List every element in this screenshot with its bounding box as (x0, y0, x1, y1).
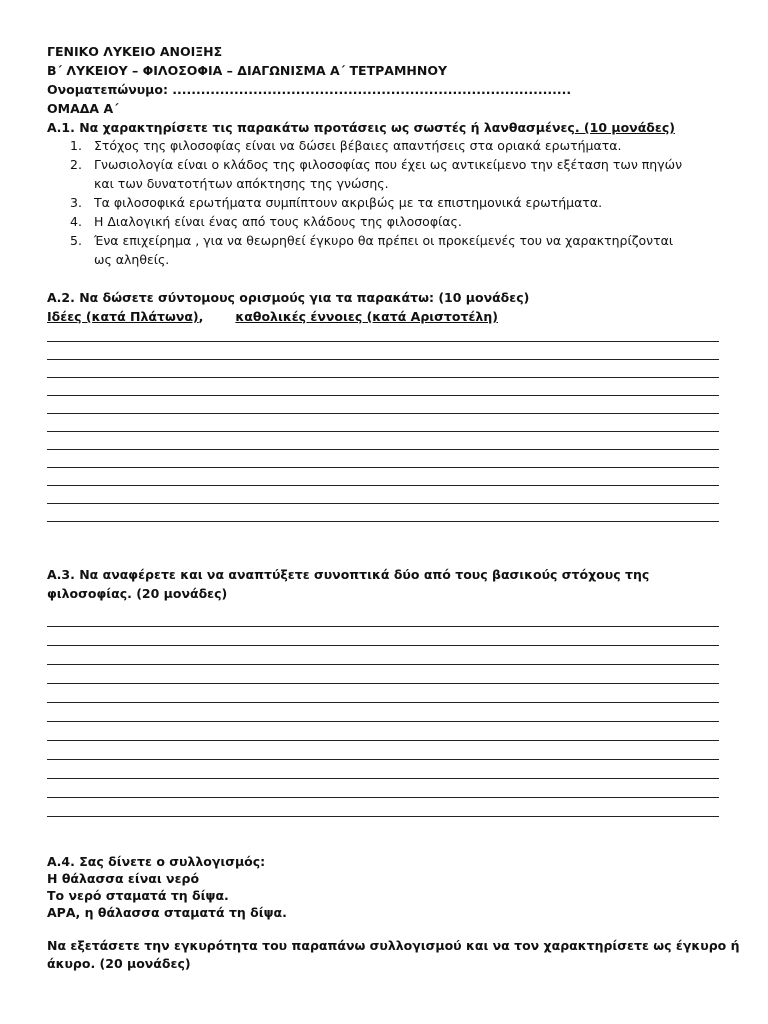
statement-number: 5. (70, 233, 82, 248)
term-universal-concepts: καθολικές έννοιες (κατά Αριστοτέλη) (235, 309, 498, 324)
answer-line (47, 740, 719, 741)
syllogism-premise-1: Η θάλασσα είναι νερό (47, 871, 200, 886)
answer-line (47, 759, 719, 760)
question-a2-terms (47, 308, 498, 326)
statement-2 (70, 156, 682, 174)
statement-text: Τα φιλοσοφικά ερωτήματα συμπίπτουν ακριβώς με τα επιστημονικά ερωτήματα. (94, 195, 603, 210)
question-a1-text: Α.1. Να χαρακτηρίσετε τις παρακάτω προτάσεις ως σωστές ή λανθασμένες (47, 120, 575, 135)
question-a4-title: Α.4. Σας δίνετε ο συλλογισμός: (47, 854, 266, 869)
answer-line (47, 816, 719, 817)
group-heading: ΟΜΑΔΑ Α΄ (47, 101, 119, 116)
statement-text: Ένα επιχείρημα , για να θεωρηθεί έγκυρο θα πρέπει οι προκείμενές του να χαρακτηρίζονται (94, 233, 674, 248)
answer-line (47, 797, 719, 798)
question-a1-points: . (10 μονάδες) (574, 120, 675, 135)
statement-3 (70, 194, 602, 212)
answer-line (47, 485, 719, 486)
statement-text: Στόχος της φιλοσοφίας είναι να δώσει βέβαιες απαντήσεις στα οριακά ερωτήματα. (94, 138, 622, 153)
answer-line (47, 395, 719, 396)
answer-line (47, 664, 719, 665)
statement-1 (70, 137, 621, 155)
answer-line (47, 449, 719, 450)
answer-line (47, 778, 719, 779)
answer-line (47, 359, 719, 360)
question-a4-task-continued: άκυρο. (20 μονάδες) (47, 956, 191, 971)
statement-number: 3. (70, 195, 82, 210)
answer-line (47, 702, 719, 703)
question-a3-title-continued: φιλοσοφίας. (20 μονάδες) (47, 586, 228, 601)
answer-line (47, 413, 719, 414)
answer-line (47, 626, 719, 627)
statement-2-continued: και των δυνατοτήτων απόκτησης της γνώσης. (94, 176, 389, 191)
answer-line (47, 521, 719, 522)
statement-number: 2. (70, 157, 82, 172)
syllogism-premise-2: Το νερό σταματά τη δίψα. (47, 888, 229, 903)
exam-title: Β΄ ΛΥΚΕΙΟΥ – ΦΙΛΟΣΟΦΙΑ – ΔΙΑΓΩΝΙΣΜΑ Α΄ ΤΕΤΡΑΜΗΝΟΥ (47, 63, 447, 78)
question-a3-title: Α.3. Να αναφέρετε και να αναπτύξετε συνοπτικά δύο από τους βασικούς στόχους της (47, 567, 650, 582)
statement-4 (70, 213, 462, 231)
statement-number: 1. (70, 138, 82, 153)
statement-text: Η Διαλογική είναι ένας από τους κλάδους της φιλοσοφίας. (94, 214, 462, 229)
answer-line (47, 341, 719, 342)
question-a1-title (47, 119, 675, 137)
answer-line (47, 503, 719, 504)
term-separator: , (198, 309, 204, 324)
student-name-field[interactable]: Ονοματεπώνυμο: .................................................................................... (47, 82, 572, 97)
statement-5 (70, 232, 673, 250)
syllogism-conclusion: ΑΡΑ, η θάλασσα σταματά τη δίψα. (47, 905, 287, 920)
answer-line (47, 467, 719, 468)
statement-5-continued: ως αληθείς. (94, 252, 170, 267)
statement-number: 4. (70, 214, 82, 229)
question-a2-title: Α.2. Να δώσετε σύντομους ορισμούς για τα παρακάτω: (10 μονάδες) (47, 290, 530, 305)
statement-text: Γνωσιολογία είναι ο κλάδος της φιλοσοφίας που έχει ως αντικείμενο την εξέταση των πηγών (94, 157, 683, 172)
answer-line (47, 377, 719, 378)
answer-line (47, 721, 719, 722)
term-ideas: Ιδέες (κατά Πλάτωνα) (47, 309, 199, 324)
question-a4-task: Να εξετάσετε την εγκυρότητα του παραπάνω συλλογισμού και να τον χαρακτηρίσετε ως έγκυρο ή (47, 938, 740, 953)
school-name: ΓΕΝΙΚΟ ΛΥΚΕΙΟ ΑΝΟΙΞΗΣ (47, 44, 223, 59)
answer-line (47, 431, 719, 432)
answer-line (47, 645, 719, 646)
answer-line (47, 683, 719, 684)
